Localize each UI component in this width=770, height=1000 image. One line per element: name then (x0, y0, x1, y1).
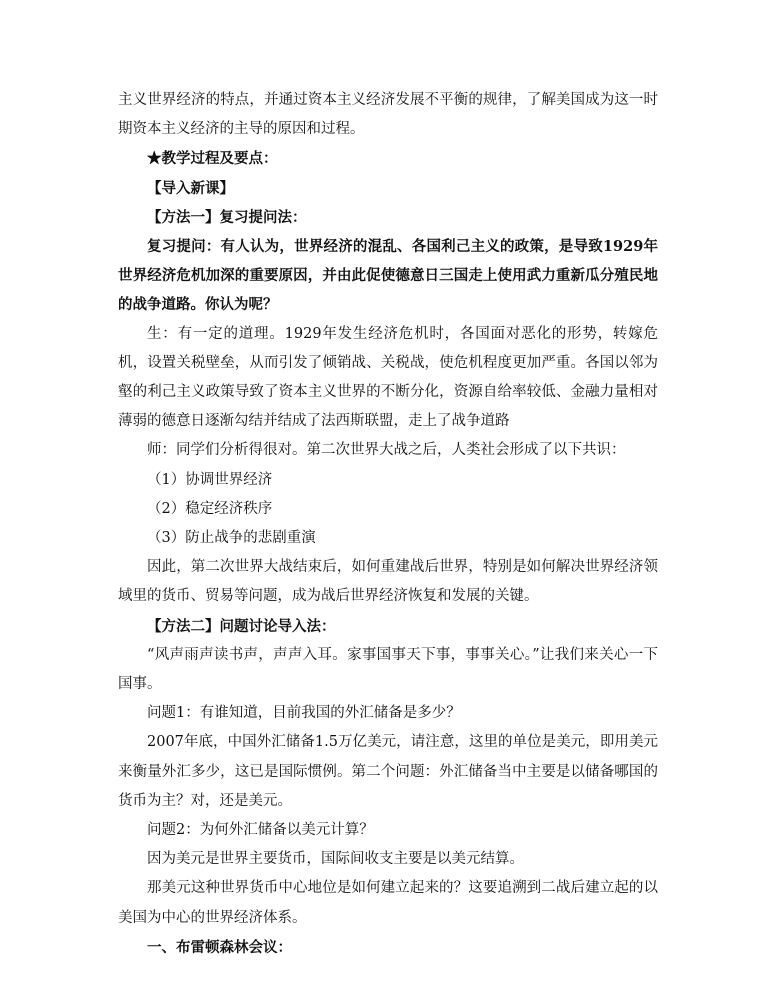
paragraph: 问题2：为何外汇储备以美元计算？ (147, 822, 374, 839)
paragraph: 那美元这种世界货币中心地位是如何建立起来的？这要追溯到二战后建立起的以美国为中心的世界经济体系。 (118, 880, 658, 926)
paragraph: 因此，第二次世界大战结束后，如何重建战后世界，特别是如何解决世界经济领域里的货币、贸易等问题，成为战后世界经济恢复和发展的关键。 (118, 559, 658, 605)
paragraph: 生：有一定的道理。1929年发生经济危机时，各国面对恶化的形势，转嫁危机，设置关税壁垒，从而引发了倾销战、关税战，使危机程度更加严重。各国以邻为壑的利己主义政策导致了资本主义世界的不断分化，资源自给率较低、金融力量相对薄弱的德意日逐渐勾结并结成了法西斯联盟，走上了战争道路 (118, 325, 658, 430)
list-item: （1）协调世界经济 (147, 471, 273, 488)
paragraph: 因为美元是世界主要货币，国际间收支主要是以美元结算。 (147, 851, 524, 868)
section-heading: 一、布雷顿森林会议： (147, 938, 292, 956)
document-body (118, 86, 658, 962)
method-heading: 【方法二】问题讨论导入法： (147, 617, 336, 635)
paragraph: 问题1：有谁知道，目前我国的外汇储备是多少？ (147, 705, 461, 722)
paragraph: 师：同学们分析得很对。第二次世界大战之后，人类社会形成了以下共识： (147, 442, 626, 459)
review-question: 复习提问：有人认为，世界经济的混乱、各国利己主义的政策，是导致1929年世界经济危机加深的重要原因，并由此促使德意日三国走上使用武力重新瓜分殖民地的战争道路。你认为呢？ (118, 238, 658, 314)
section-marker: ★教学过程及要点： (147, 150, 278, 168)
method-heading: 【方法一】复习提问法： (147, 208, 307, 226)
paragraph: 主义世界经济的特点，并通过资本主义经济发展不平衡的规律，了解美国成为这一时期资本主义经济的主导的原因和过程。 (118, 92, 658, 138)
list-item: （3）防止战争的悲剧重演 (147, 530, 316, 547)
paragraph: 2007年底，中国外汇储备1.5万亿美元，请注意，这里的单位是美元，即用美元来衡量外汇多少，这已是国际惯例。第二个问题：外汇储备当中主要是以储备哪国的货币为主？对，还是美元。 (118, 734, 658, 809)
paragraph: “风声雨声读书声，声声入耳。家事国事天下事，事事关心。”让我们来关心一下国事。 (118, 646, 658, 693)
list-item: （2）稳定经济秩序 (147, 500, 273, 517)
section-heading: 【导入新课】 (147, 179, 234, 197)
